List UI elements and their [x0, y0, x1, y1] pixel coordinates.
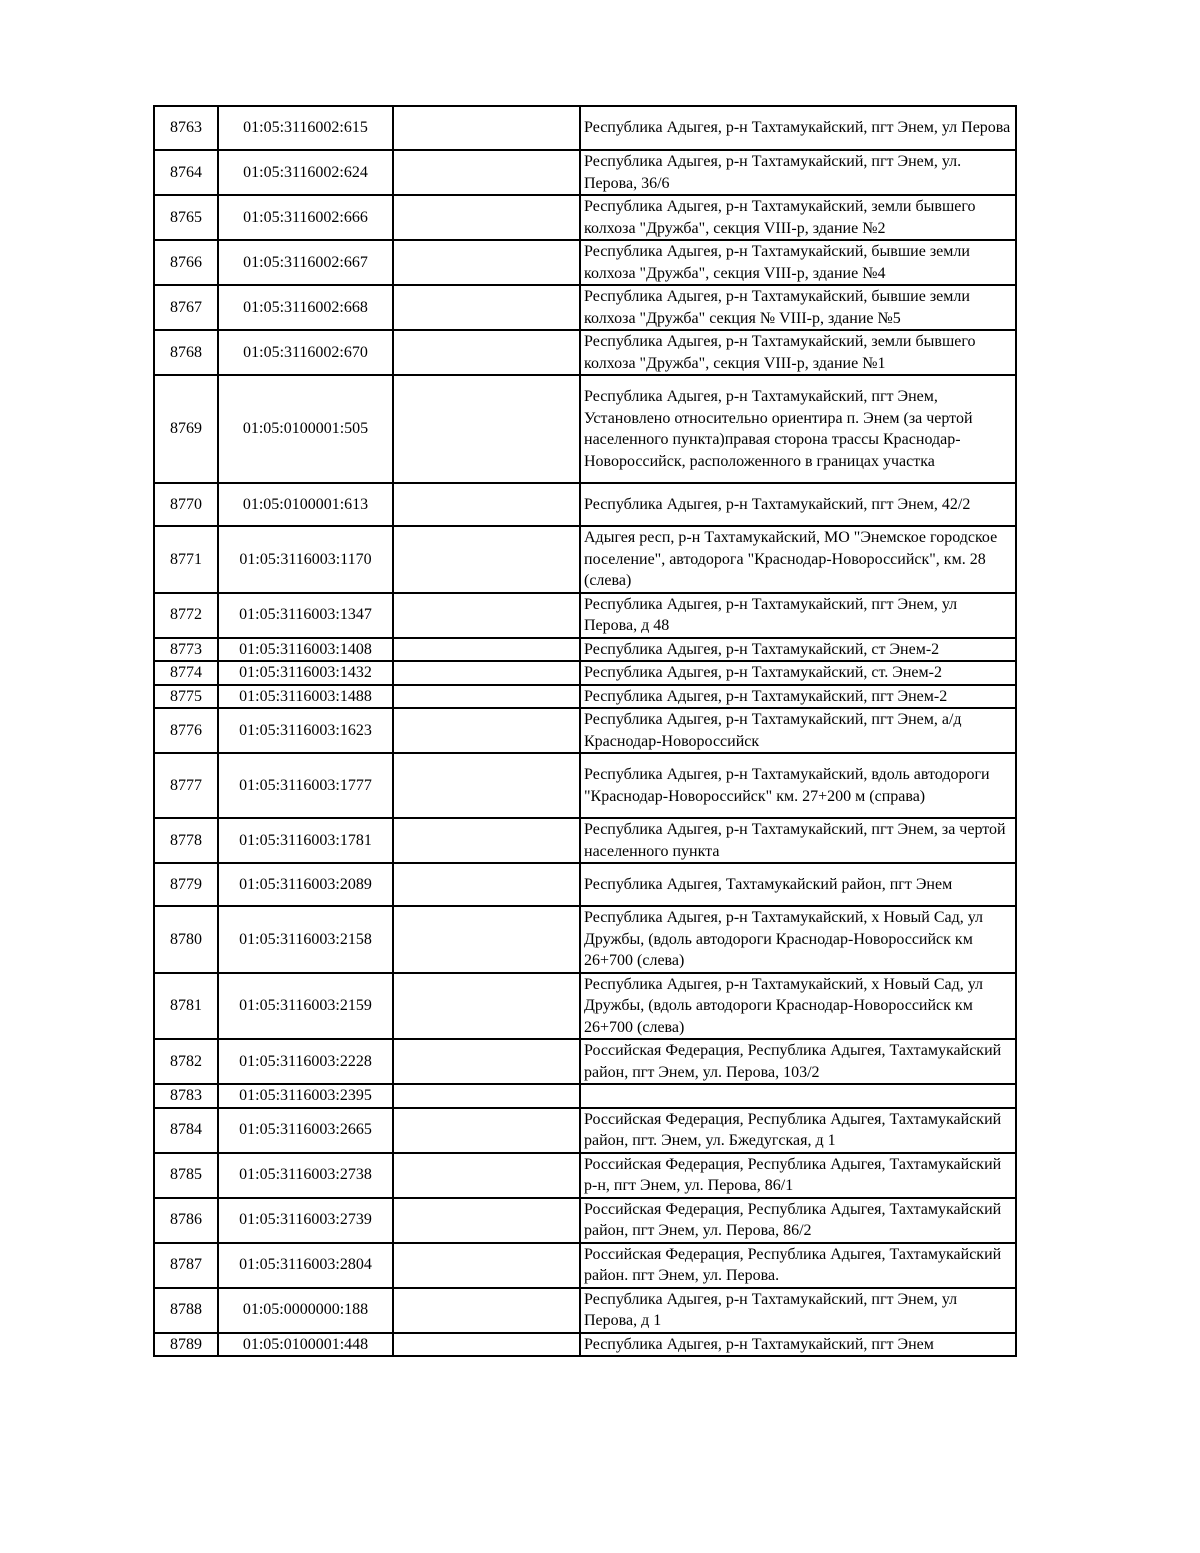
- blank-cell: [393, 1153, 580, 1198]
- blank-cell: [393, 1333, 580, 1357]
- cadastral-number-cell: 01:05:3116003:2395: [218, 1084, 393, 1108]
- table-row: [154, 375, 1016, 483]
- row-number-cell: 8765: [154, 195, 218, 240]
- blank-cell: [393, 1108, 580, 1153]
- address-cell: Республика Адыгея, Тахтамукайский район, пгт Энем: [580, 863, 1016, 906]
- blank-cell: [393, 661, 580, 685]
- cadastral-number-cell: 01:05:0100001:505: [218, 375, 393, 483]
- blank-cell: [393, 863, 580, 906]
- cadastral-number-cell: 01:05:0100001:448: [218, 1333, 393, 1357]
- cadastral-number-cell: 01:05:3116003:2739: [218, 1198, 393, 1243]
- table-row: [154, 708, 1016, 753]
- address-cell: Республика Адыгея, р-н Тахтамукайский, земли бывшего колхоза "Дружба", секция VIII-р, здание №2: [580, 195, 1016, 240]
- address-cell: Республика Адыгея, р-н Тахтамукайский, земли бывшего колхоза "Дружба", секция VIII-р, здание №1: [580, 330, 1016, 375]
- table-row: [154, 753, 1016, 818]
- table-row: [154, 106, 1016, 150]
- row-number-cell: 8779: [154, 863, 218, 906]
- blank-cell: [393, 483, 580, 526]
- row-number-cell: 8776: [154, 708, 218, 753]
- blank-cell: [393, 1084, 580, 1108]
- table-row: [154, 1039, 1016, 1084]
- table-row: [154, 1288, 1016, 1333]
- table-row: [154, 685, 1016, 709]
- row-number-cell: 8772: [154, 593, 218, 638]
- address-cell: Российская Федерация, Республика Адыгея, Тахтамукайский район. пгт Энем, ул. Перова.: [580, 1243, 1016, 1288]
- blank-cell: [393, 753, 580, 818]
- table-row: [154, 285, 1016, 330]
- row-number-cell: 8770: [154, 483, 218, 526]
- table-row: [154, 973, 1016, 1040]
- row-number-cell: 8780: [154, 906, 218, 973]
- blank-cell: [393, 195, 580, 240]
- cadastral-number-cell: 01:05:3116003:1623: [218, 708, 393, 753]
- address-cell: Республика Адыгея, р-н Тахтамукайский, пгт Энем, а/д Краснодар-Новороссийск: [580, 708, 1016, 753]
- row-number-cell: 8784: [154, 1108, 218, 1153]
- address-cell: Республика Адыгея, р-н Тахтамукайский, пгт Энем, за чертой населенного пункта: [580, 818, 1016, 863]
- cadastral-number-cell: 01:05:3116003:2159: [218, 973, 393, 1040]
- row-number-cell: 8764: [154, 150, 218, 195]
- table-row: [154, 1333, 1016, 1357]
- cadastral-number-cell: 01:05:3116002:670: [218, 330, 393, 375]
- blank-cell: [393, 285, 580, 330]
- table-row: [154, 593, 1016, 638]
- address-cell: Республика Адыгея, р-н Тахтамукайский, пгт Энем, Установлено относительно ориентира п. Энем (за чертой населенного пункта)правая сторона трассы Краснодар-Новороссийск, расположенного в границах участка: [580, 375, 1016, 483]
- cadastral-number-cell: 01:05:3116002:615: [218, 106, 393, 150]
- cadastral-number-cell: 01:05:3116003:2158: [218, 906, 393, 973]
- address-cell: Российская Федерация, Республика Адыгея, Тахтамукайский р-н, пгт Энем, ул. Перова, 86/1: [580, 1153, 1016, 1198]
- address-cell: Республика Адыгея, р-н Тахтамукайский, х Новый Сад, ул Дружбы, (вдоль автодороги Краснодар-Новороссийск км 26+700 (слева): [580, 973, 1016, 1040]
- blank-cell: [393, 330, 580, 375]
- table-row: [154, 483, 1016, 526]
- blank-cell: [393, 593, 580, 638]
- address-cell: Республика Адыгея, р-н Тахтамукайский, бывшие земли колхоза "Дружба", секция VIII-р, здание №4: [580, 240, 1016, 285]
- table-row: [154, 195, 1016, 240]
- cadastral-number-cell: 01:05:3116003:1432: [218, 661, 393, 685]
- row-number-cell: 8777: [154, 753, 218, 818]
- blank-cell: [393, 638, 580, 662]
- table-row: [154, 1243, 1016, 1288]
- address-cell: [580, 1084, 1016, 1108]
- cadastral-number-cell: 01:05:0000000:188: [218, 1288, 393, 1333]
- cadastral-number-cell: 01:05:3116002:667: [218, 240, 393, 285]
- table-row: [154, 906, 1016, 973]
- table-row: [154, 818, 1016, 863]
- table-row: [154, 150, 1016, 195]
- table-row: [154, 661, 1016, 685]
- cadastral-number-cell: 01:05:3116002:668: [218, 285, 393, 330]
- cadastral-number-cell: 01:05:0100001:613: [218, 483, 393, 526]
- registry-table: [153, 105, 1017, 1357]
- row-number-cell: 8782: [154, 1039, 218, 1084]
- row-number-cell: 8785: [154, 1153, 218, 1198]
- row-number-cell: 8774: [154, 661, 218, 685]
- cadastral-number-cell: 01:05:3116003:2089: [218, 863, 393, 906]
- address-cell: Российская Федерация, Республика Адыгея, Тахтамукайский район, пгт. Энем, ул. Бжедугская, д 1: [580, 1108, 1016, 1153]
- registry-table-body: [154, 106, 1016, 1356]
- blank-cell: [393, 1288, 580, 1333]
- cadastral-number-cell: 01:05:3116003:1777: [218, 753, 393, 818]
- blank-cell: [393, 526, 580, 593]
- table-row: [154, 1198, 1016, 1243]
- table-row: [154, 1084, 1016, 1108]
- blank-cell: [393, 375, 580, 483]
- row-number-cell: 8787: [154, 1243, 218, 1288]
- blank-cell: [393, 708, 580, 753]
- blank-cell: [393, 818, 580, 863]
- address-cell: Республика Адыгея, р-н Тахтамукайский, пгт Энем, ул Перова: [580, 106, 1016, 150]
- blank-cell: [393, 1243, 580, 1288]
- blank-cell: [393, 906, 580, 973]
- address-cell: Республика Адыгея, р-н Тахтамукайский, ст Энем-2: [580, 638, 1016, 662]
- blank-cell: [393, 106, 580, 150]
- table-row: [154, 240, 1016, 285]
- table-row: [154, 1108, 1016, 1153]
- cadastral-number-cell: 01:05:3116002:666: [218, 195, 393, 240]
- table-row: [154, 526, 1016, 593]
- cadastral-number-cell: 01:05:3116003:2228: [218, 1039, 393, 1084]
- blank-cell: [393, 973, 580, 1040]
- address-cell: Республика Адыгея, р-н Тахтамукайский, бывшие земли колхоза "Дружба" секция № VIII-р, здание №5: [580, 285, 1016, 330]
- row-number-cell: 8789: [154, 1333, 218, 1357]
- blank-cell: [393, 685, 580, 709]
- table-row: [154, 638, 1016, 662]
- row-number-cell: 8773: [154, 638, 218, 662]
- cadastral-number-cell: 01:05:3116003:1488: [218, 685, 393, 709]
- row-number-cell: 8788: [154, 1288, 218, 1333]
- address-cell: Республика Адыгея, р-н Тахтамукайский, пгт Энем, 42/2: [580, 483, 1016, 526]
- row-number-cell: 8771: [154, 526, 218, 593]
- blank-cell: [393, 1198, 580, 1243]
- cadastral-number-cell: 01:05:3116003:2738: [218, 1153, 393, 1198]
- address-cell: Республика Адыгея, р-н Тахтамукайский, вдоль автодороги "Краснодар-Новороссийск" км. 27+200 м (справа): [580, 753, 1016, 818]
- address-cell: Российская Федерация, Республика Адыгея, Тахтамукайский район, пгт Энем, ул. Перова, 103/2: [580, 1039, 1016, 1084]
- address-cell: Республика Адыгея, р-н Тахтамукайский, ст. Энем-2: [580, 661, 1016, 685]
- address-cell: Республика Адыгея, р-н Тахтамукайский, пгт Энем: [580, 1333, 1016, 1357]
- cadastral-number-cell: 01:05:3116003:2804: [218, 1243, 393, 1288]
- address-cell: Адыгея респ, р-н Тахтамукайский, МО "Энемское городское поселение", автодорога "Краснодар-Новороссийск", км. 28 (слева): [580, 526, 1016, 593]
- address-cell: Республика Адыгея, р-н Тахтамукайский, х Новый Сад, ул Дружбы, (вдоль автодороги Краснодар-Новороссийск км 26+700 (слева): [580, 906, 1016, 973]
- row-number-cell: 8778: [154, 818, 218, 863]
- address-cell: Российская Федерация, Республика Адыгея, Тахтамукайский район, пгт Энем, ул. Перова, 86/2: [580, 1198, 1016, 1243]
- blank-cell: [393, 150, 580, 195]
- row-number-cell: 8768: [154, 330, 218, 375]
- address-cell: Республика Адыгея, р-н Тахтамукайский, пгт Энем-2: [580, 685, 1016, 709]
- address-cell: Республика Адыгея, р-н Тахтамукайский, пгт Энем, ул Перова, д 48: [580, 593, 1016, 638]
- row-number-cell: 8767: [154, 285, 218, 330]
- table-row: [154, 1153, 1016, 1198]
- cadastral-number-cell: 01:05:3116002:624: [218, 150, 393, 195]
- address-cell: Республика Адыгея, р-н Тахтамукайский, пгт Энем, ул Перова, д 1: [580, 1288, 1016, 1333]
- cadastral-number-cell: 01:05:3116003:2665: [218, 1108, 393, 1153]
- row-number-cell: 8786: [154, 1198, 218, 1243]
- cadastral-number-cell: 01:05:3116003:1347: [218, 593, 393, 638]
- row-number-cell: 8766: [154, 240, 218, 285]
- table-row: [154, 863, 1016, 906]
- row-number-cell: 8775: [154, 685, 218, 709]
- cadastral-number-cell: 01:05:3116003:1170: [218, 526, 393, 593]
- blank-cell: [393, 1039, 580, 1084]
- row-number-cell: 8781: [154, 973, 218, 1040]
- cadastral-number-cell: 01:05:3116003:1781: [218, 818, 393, 863]
- blank-cell: [393, 240, 580, 285]
- row-number-cell: 8763: [154, 106, 218, 150]
- row-number-cell: 8783: [154, 1084, 218, 1108]
- table-row: [154, 330, 1016, 375]
- cadastral-number-cell: 01:05:3116003:1408: [218, 638, 393, 662]
- row-number-cell: 8769: [154, 375, 218, 483]
- address-cell: Республика Адыгея, р-н Тахтамукайский, пгт Энем, ул. Перова, 36/6: [580, 150, 1016, 195]
